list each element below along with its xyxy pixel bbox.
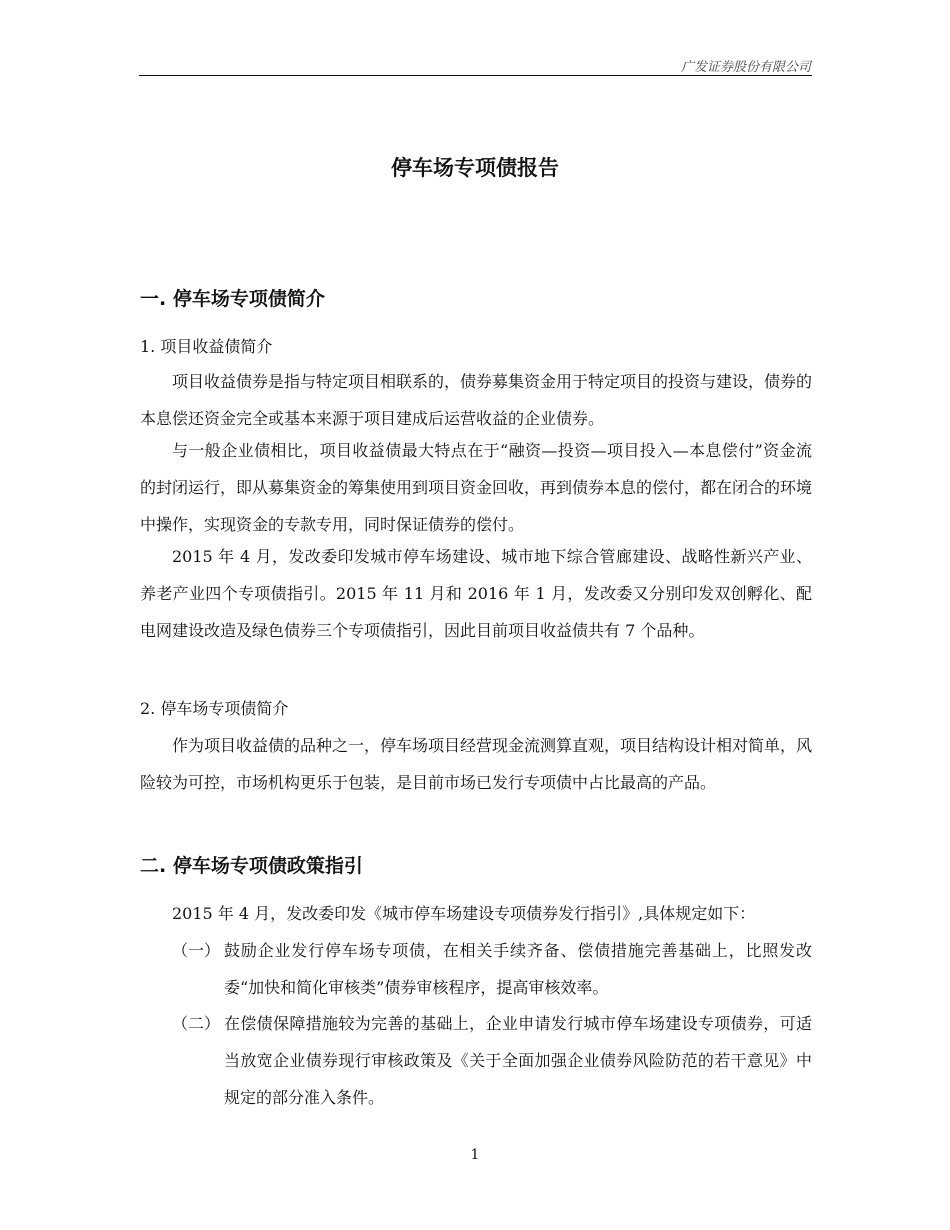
- paragraph-project-bond-definition: 项目收益债券是指与特定项目相联系的，债券募集资金用于特定项目的投资与建设，债券的本息偿还资金完全或基本来源于项目建成后运营收益的企业债券。: [140, 372, 813, 428]
- paragraph-project-bond-varieties: 2015 年 4 月，发改委印发城市停车场建设、城市地下综合管廊建设、战略性新兴产业、养老产业四个专项债指引。2015 年 11 月和 2016 年 1 月，发改委又分别印发双创孵化、配电网建设改造及绿色债券三个专项债指引，因此目前项目收益债共有 7 个品种。: [140, 547, 812, 640]
- list-marker: （二）: [172, 1014, 221, 1033]
- list-marker: （一）: [172, 941, 221, 960]
- header-divider: [139, 75, 812, 76]
- list-item-text: 鼓励企业发行停车场专项债，在相关手续齐备、偿债措施完善基础上，比照发改委“加快和简化审核类”债券审核程序，提高审核效率。: [224, 941, 812, 997]
- policy-list-item: [172, 932, 812, 1006]
- paragraph-parking-bond-intro: 作为项目收益债的品种之一，停车场项目经营现金流测算直观，项目结构设计相对简单，风险较为可控，市场机构更乐于包装，是目前市场已发行专项债中占比最高的产品。: [140, 736, 813, 792]
- page-number: 1: [470, 1147, 480, 1163]
- section-heading-1: 一. 停车场专项债简介: [140, 288, 325, 310]
- header-company-name: 广发证券股份有限公司: [680, 60, 811, 75]
- list-item-text: 在偿债保障措施较为完善的基础上，企业申请发行城市停车场建设专项债券，可适当放宽企业债券现行审核政策及《关于全面加强企业债券风险防范的若干意见》中规定的部分准入条件。: [224, 1014, 812, 1107]
- paragraph-policy-intro: 2015 年 4 月，发改委印发《城市停车场建设专项债券发行指引》,具体规定如下：: [172, 904, 756, 923]
- paragraph-project-bond-features: 与一般企业债相比，项目收益债最大特点在于“融资—投资—项目投入—本息偿付”资金流的封闭运行，即从募集资金的筹集使用到项目资金回收，再到债券本息的偿付，都在闭合的环境中操作，实现资金的专款专用，同时保证债券的偿付。: [140, 441, 813, 534]
- subsection-heading-2: 2. 停车场专项债简介: [140, 699, 289, 718]
- section-heading-2: 二. 停车场专项债政策指引: [140, 855, 363, 877]
- document-title: 停车场专项债报告: [391, 156, 559, 180]
- policy-list-item: [172, 1005, 812, 1116]
- subsection-heading-1: 1. 项目收益债简介: [140, 337, 273, 356]
